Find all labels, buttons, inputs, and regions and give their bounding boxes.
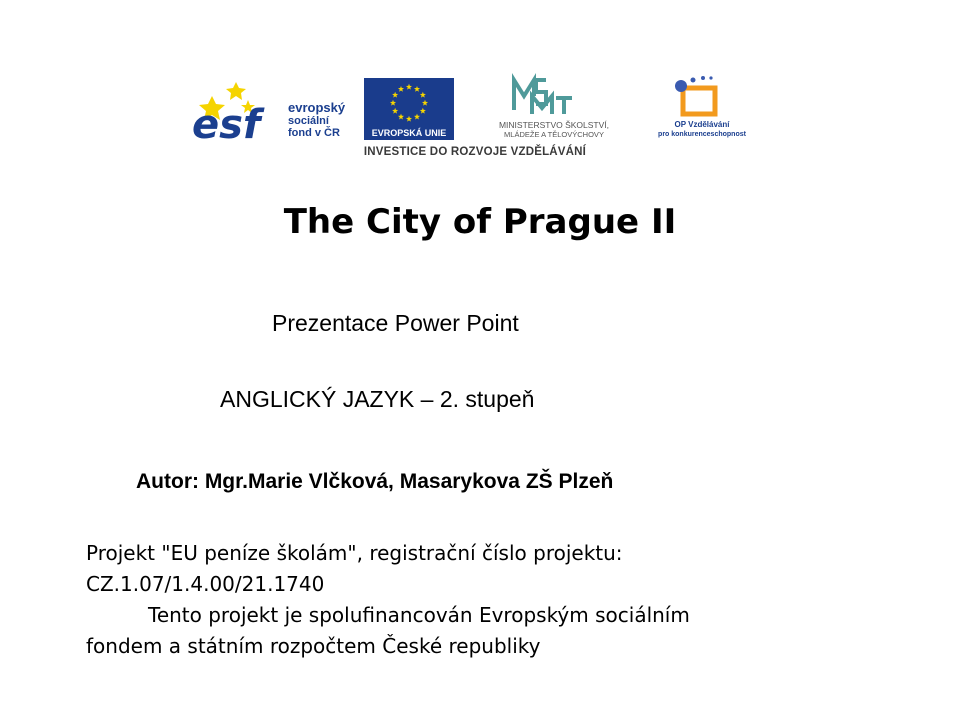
- msmt-text-line: MLÁDEŽE A TĚLOVÝCHOVY: [504, 130, 604, 139]
- op-vzdelavani-logo: [645, 74, 760, 140]
- op-text-line: pro konkurenceschopnost: [658, 131, 746, 138]
- subject-line: ANGLICKÝ JAZYK – 2. stupeň: [220, 386, 535, 412]
- project-line: Projekt "EU peníze školám", registrační číslo projektu:: [86, 541, 623, 565]
- project-line: CZ.1.07/1.4.00/21.1740: [86, 572, 325, 596]
- eu-flag-logo: [364, 78, 454, 140]
- esf-star-icon: [226, 82, 246, 100]
- msmt-t-icon: [556, 98, 572, 114]
- msmt-text-line: MINISTERSTVO ŠKOLSTVÍ,: [498, 120, 610, 130]
- msmt-logo: [472, 72, 632, 140]
- author-line: Autor: Mgr.Marie Vlčková, Masarykova ZŠ Plzeň: [136, 470, 614, 493]
- esf-logo: [190, 78, 360, 140]
- esf-letters: esf: [192, 102, 261, 140]
- esf-text-line: sociální: [288, 115, 329, 127]
- op-frame-icon: [683, 88, 715, 114]
- project-line: Tento projekt je spolufinancován Evropským sociálním: [148, 603, 690, 627]
- banner-caption: INVESTICE DO ROZVOJE VZDĚLÁVÁNÍ: [363, 146, 587, 158]
- slide-subtitle: Prezentace Power Point: [272, 310, 519, 336]
- op-text-line: OP Vzdělávání: [674, 120, 730, 129]
- eu-caption: EVROPSKÁ UNIE: [371, 128, 447, 138]
- project-line: fondem a státním rozpočtem České republiky: [86, 634, 541, 658]
- project-info: [86, 538, 886, 662]
- slide-title: The City of Prague II: [283, 202, 677, 242]
- logo-banner: [190, 72, 760, 164]
- esf-text-line: fond v ČR: [288, 127, 340, 139]
- esf-text-line: evropský: [288, 100, 346, 115]
- msmt-m-icon: [532, 96, 552, 114]
